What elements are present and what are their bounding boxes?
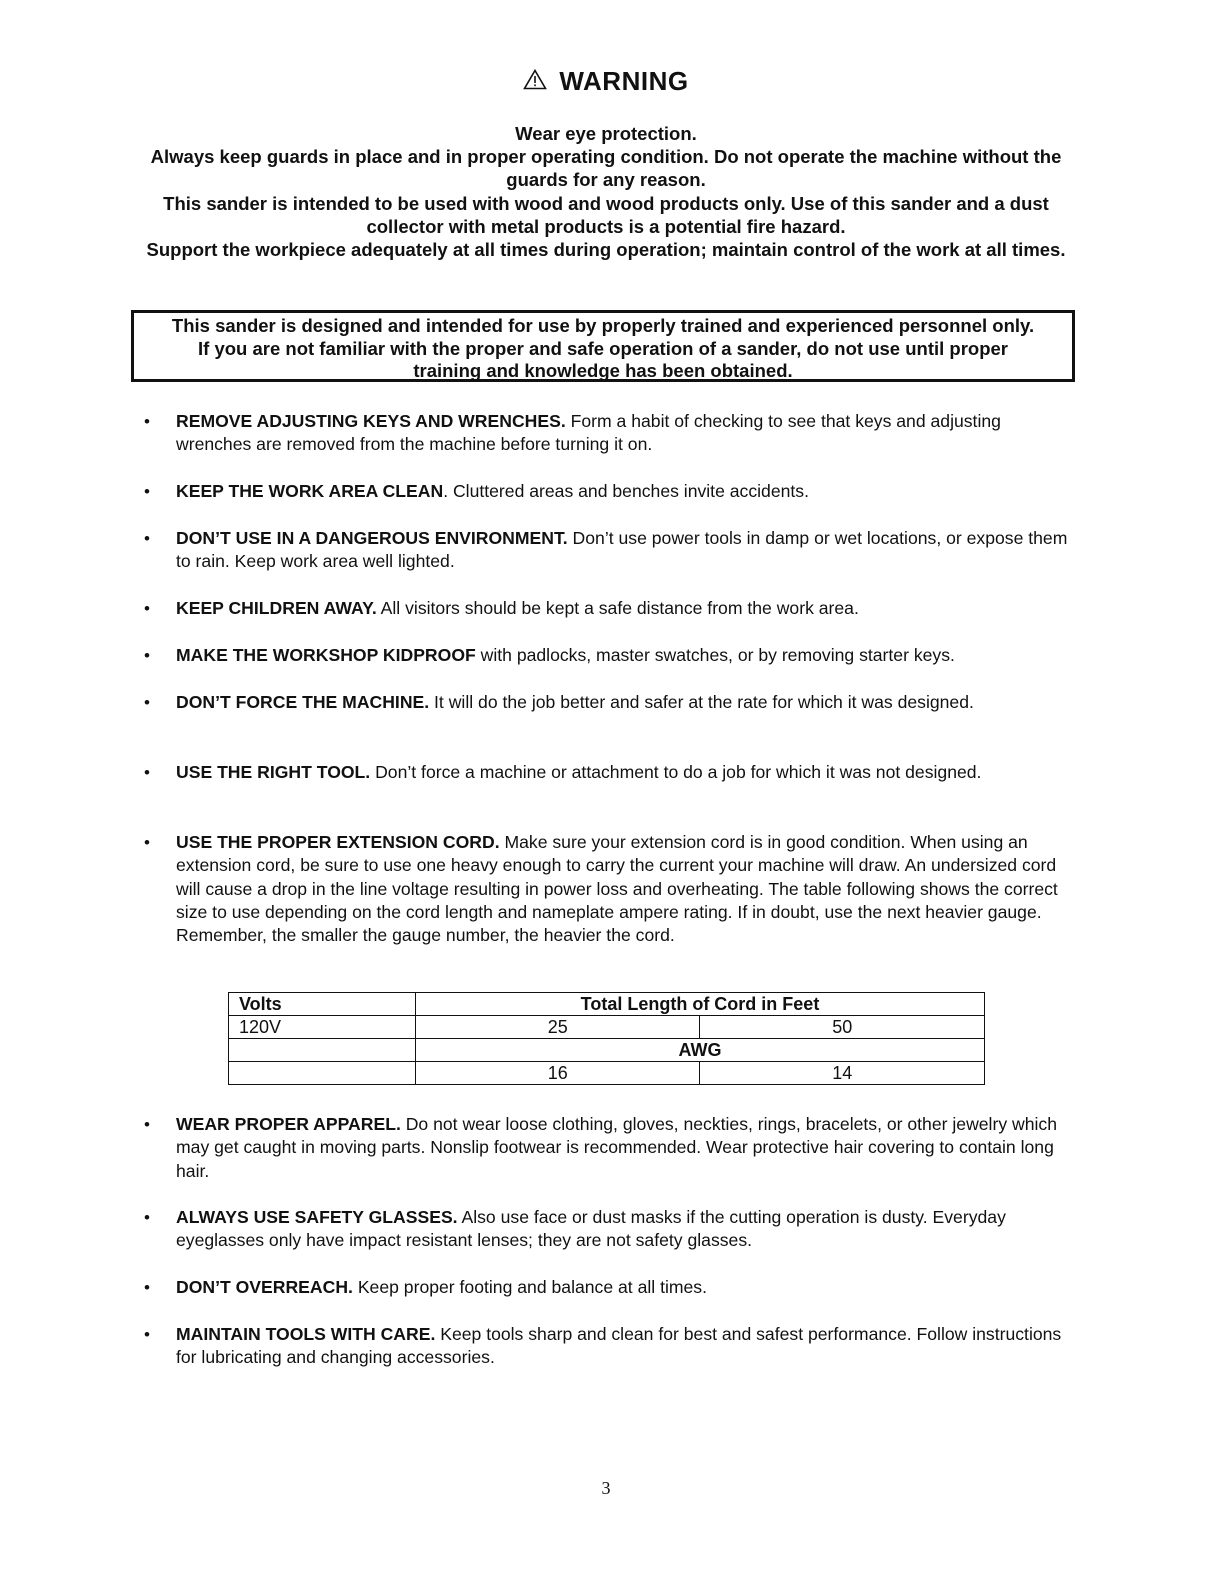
notice-line: This sander is designed and intended for use by properly trained and experienced personnel only. [171,315,1035,336]
list-item [144,410,1076,457]
table-row [229,1062,985,1085]
rule-text: All visitors should be kept a safe distance from the work area. [376,598,859,618]
list-item [144,1276,1076,1299]
bullet: • [144,1325,150,1344]
warning-heading [0,66,1212,97]
warning-line: Wear eye protection. [515,123,697,144]
table-row [229,1016,985,1039]
rule-heading: DON’T OVERREACH. [176,1277,353,1297]
bullet: • [144,529,150,548]
rule-text: Don’t force a machine or attachment to do a job for which it was not designed. [370,762,982,782]
rule-text: Keep proper footing and balance at all times. [352,1277,707,1297]
rule-text: . Cluttered areas and benches invite accidents. [443,481,809,501]
warning-triangle-icon [523,66,547,97]
table-cell-empty [229,1039,416,1062]
warning-line: Support the workpiece adequately at all times during operation; maintain control of the work at all times. [146,239,1066,261]
warning-line: Always keep guards in place and in proper operating condition. Do not operate the machine without the guards for any reason. [150,146,1062,191]
extension-cord-table [228,992,985,1085]
rule-heading: WEAR PROPER APPAREL. [176,1114,401,1134]
bullet: • [144,646,150,665]
list-item [144,831,1076,947]
rule-text: Keep tools sharp and clean for best and safest performance. Follow instructions for lubricating and changing accessories. [176,1324,1062,1368]
rule-heading: MAKE THE WORKSHOP KIDPROOF [176,645,476,665]
rule-heading: USE THE PROPER EXTENSION CORD. [176,832,500,852]
rule-text: Also use face or dust masks if the cutting operation is dusty. Everyday eyeglasses only have impact resistant lenses; they are not safety glasses. [176,1207,1006,1251]
training-notice-box [131,310,1075,382]
list-item [144,597,1076,620]
list-item [144,1323,1076,1370]
list-item [144,1206,1076,1253]
bullet: • [144,482,150,501]
rule-heading: ALWAYS USE SAFETY GLASSES. [176,1207,458,1227]
table-cell-awg-label: AWG [416,1039,985,1062]
table-cell-voltage: 120V [229,1016,416,1039]
bullet: • [144,693,150,712]
notice-line: If you are not familiar with the proper and safe operation of a sander, do not use until proper [198,337,1008,359]
table-cell-empty [229,1062,416,1085]
table-cell-length-long: 50 [700,1016,985,1039]
table-row [229,1039,985,1062]
rule-text: with padlocks, master swatches, or by removing starter keys. [475,645,955,665]
table-cell-gauge-short: 16 [416,1062,700,1085]
page-number: 3 [601,1478,611,1498]
bullet: • [144,1208,150,1227]
bullet: • [144,599,150,618]
bullet: • [144,833,150,852]
warning-statements [130,122,1082,261]
rule-heading: DON’T USE IN A DANGEROUS ENVIRONMENT. [176,528,568,548]
rule-text: It will do the job better and safer at the rate for which it was designed. [429,692,974,712]
list-item [144,691,1076,714]
rule-heading: KEEP THE WORK AREA CLEAN [176,481,444,501]
table-header-length: Total Length of Cord in Feet [416,993,985,1016]
rule-heading: KEEP CHILDREN AWAY. [176,598,377,618]
notice-line: training and knowledge has been obtained. [413,360,793,381]
list-item [144,1113,1076,1183]
list-item [144,644,1076,667]
rule-heading: REMOVE ADJUSTING KEYS AND WRENCHES. [176,411,566,431]
bullet: • [144,412,150,431]
table-header-volts: Volts [229,993,416,1016]
bullet: • [144,1278,150,1297]
bullet: • [144,763,150,782]
list-item [144,480,1076,503]
table-cell-gauge-long: 14 [700,1062,985,1085]
table-cell-length-short: 25 [416,1016,700,1039]
rule-heading: USE THE RIGHT TOOL. [176,762,371,782]
bullet: • [144,1115,150,1134]
warning-title-text: WARNING [559,66,689,96]
rule-text: Don’t use power tools in damp or wet locations, or expose them to rain. Keep work area well lighted. [176,528,1068,572]
rule-heading: DON’T FORCE THE MACHINE. [176,692,430,712]
table-row [229,993,985,1016]
rule-text: Make sure your extension cord is in good condition. When using an extension cord, be sure to use one heavy enough to carry the current your machine will draw. An undersized cord will cause a drop in the line voltage resulting in power loss and overheating. The table following shows the correct size to use depending on the cord length and nameplate ampere rating. If in doubt, use the next heavier gauge. Remember, the smaller the gauge number, the heavier the cord. [176,832,1058,946]
list-item [144,527,1076,574]
warning-line: This sander is intended to be used with wood and wood products only. Use of this sander and a dust collector with metal products is a potential fire hazard. [163,192,1049,237]
list-item [144,761,1076,784]
rule-heading: MAINTAIN TOOLS WITH CARE. [176,1324,436,1344]
rule-text: Do not wear loose clothing, gloves, neckties, rings, bracelets, or other jewelry which may get caught in moving parts. Nonslip footwear is recommended. Wear protective hair covering to contain long hair. [176,1114,1057,1181]
rule-text: Form a habit of checking to see that keys and adjusting wrenches are removed from the machine before turning it on. [176,411,1001,455]
